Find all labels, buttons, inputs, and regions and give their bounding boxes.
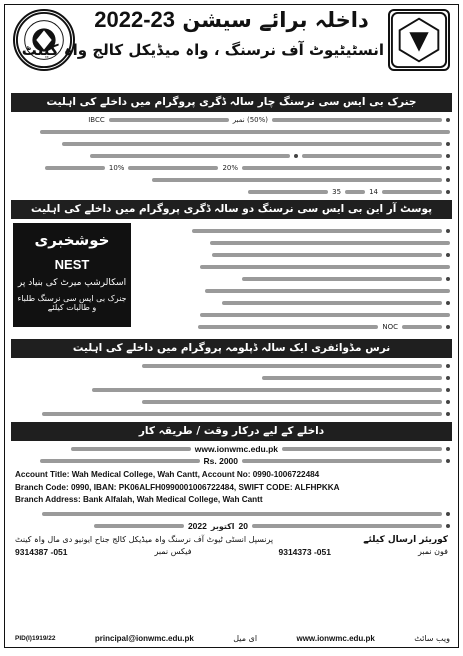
nest-title: NEST <box>54 257 90 272</box>
snippet-text: NOC <box>382 322 398 331</box>
deadline-year: 2022 <box>187 521 207 531</box>
footer <box>15 634 450 643</box>
account-details <box>15 469 448 507</box>
pid-number: PID(I)1919/22 <box>15 635 56 642</box>
website-label: ویب سائٹ <box>414 634 450 643</box>
website-link[interactable]: www.ionwmc.edu.pk <box>194 443 278 454</box>
account-line: Account Title: Wah Medical College, Wah Cantt, Account No: 0990-1006722484 <box>15 470 320 479</box>
nest-eligibility: جنرک بی ایس سی نرسنگ طلباء و طالبات کیلئے <box>17 294 127 312</box>
snippet-text: 10% <box>108 163 125 172</box>
section-body <box>13 361 450 418</box>
snippet-text: (50%) نمبر <box>232 115 268 124</box>
phone-number: 051- 9314373 <box>278 546 331 557</box>
snippet-text: 35 <box>332 187 342 196</box>
institute-logo <box>13 9 75 71</box>
page-subtitle: انسٹیٹیوٹ آف نرسنگ ، واہ میڈیکل کالج واہ کینٹ <box>21 41 384 59</box>
deadline-day: 20 <box>238 521 248 531</box>
courier-address <box>15 535 448 545</box>
snippet-text: IBCC <box>88 115 105 124</box>
procedure-body <box>13 510 450 531</box>
fax-label: فیکس نمبر <box>154 547 192 556</box>
page-title <box>85 7 378 33</box>
nest-scholarship: اسکالرشپ میرٹ کی بنیاد پر <box>17 278 127 288</box>
title-urdu: داخلہ برائے سیشن <box>182 8 369 32</box>
college-logo <box>388 9 450 71</box>
email-label: ای میل <box>233 634 258 643</box>
section-heading: جنرک بی ایس سی نرسنگ چار سالہ ڈگری پروگرام میں داخلے کی اہلیت <box>11 93 452 112</box>
nest-scholarship-box <box>13 223 131 327</box>
courier-label: کوریئر ارسال کیلئے <box>363 534 448 545</box>
section-heading: نرس مڈوائفری ایک سالہ ڈپلومہ پروگرام میں داخلے کی اہلیت <box>11 339 452 358</box>
nest-good-news: خوشخبری <box>34 231 110 249</box>
advertisement-page <box>4 4 459 648</box>
title-year: 2022-23 <box>94 7 175 32</box>
courier-address-text: پرنسپل انسٹی ٹیوٹ آف نرسنگ واہ میڈیکل کالج جناح ایونیو دی مال واہ کینٹ <box>15 535 274 544</box>
procedure-body <box>13 444 450 465</box>
snippet-text: 20% <box>222 163 238 172</box>
phone-label: فون نمبر <box>417 547 448 556</box>
section-heading: پوسٹ آر این بی ایس سی نرسنگ دو سالہ ڈگری پروگرام میں داخلے کی اہلیت <box>11 200 452 219</box>
fax-number: 051- 9314387 <box>15 546 68 557</box>
phone-row <box>15 547 448 557</box>
account-line: Branch Address: Bank Alfalah, Wah Medical College, Wah Cantt <box>15 495 263 504</box>
section-body <box>137 223 450 334</box>
header <box>5 5 458 93</box>
snippet-text: 14 <box>369 187 378 196</box>
section-heading: داخلے کے لیے درکار وقت / طریقہ کار <box>11 422 452 441</box>
footer-website[interactable]: www.ionwmc.edu.pk <box>296 634 375 643</box>
section-body <box>13 115 450 196</box>
fee-amount: Rs. 2000 <box>203 455 238 466</box>
account-line: Branch Code: 0990, IBAN: PK06ALFH0990001006722484, SWIFT CODE: ALFHPKKA <box>15 482 340 492</box>
email-address[interactable]: principal@ionwmc.edu.pk <box>94 634 194 643</box>
deadline-month: اکتوبر <box>210 521 235 531</box>
